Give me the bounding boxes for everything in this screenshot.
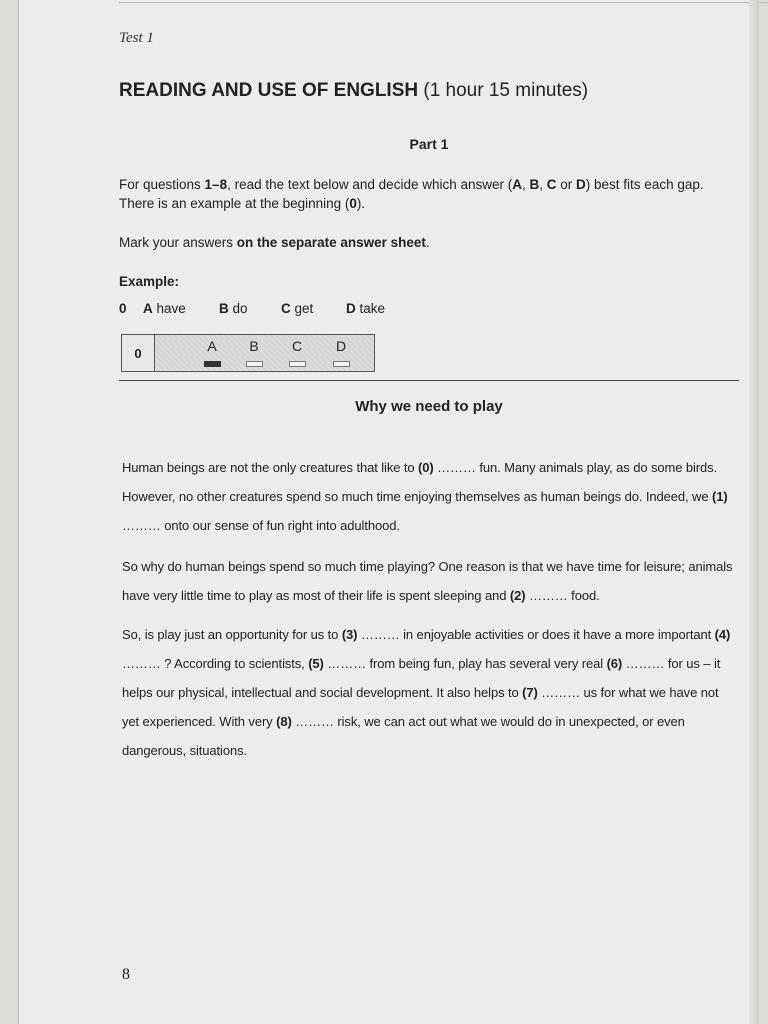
bold-text: A [512, 177, 522, 192]
text: . [425, 235, 430, 250]
text: Mark your answers [119, 235, 237, 250]
gap-number: (3) [341, 627, 358, 642]
bold-text: B [529, 177, 540, 192]
part-heading: Part 1 [409, 136, 449, 152]
answer-option-letter: B [249, 338, 259, 354]
text: , read the text below and decide which answer ( [227, 177, 513, 192]
text: ……… us for what we have not yet experienced. With very [122, 685, 719, 729]
answer-option-c[interactable] [282, 338, 312, 370]
text: , [539, 177, 547, 192]
answer-option-b[interactable] [239, 338, 269, 370]
example-option-c [281, 301, 346, 316]
text: ……… in enjoyable activities or does it have a more important [357, 627, 715, 642]
text: ) best fits each gap. There is an example at the beginning ( [119, 177, 704, 211]
option-letter: A [143, 301, 153, 316]
text: ……… from being fun, play has several very real [323, 656, 607, 671]
bold-text: D [576, 177, 586, 192]
answer-option-letter: D [335, 338, 347, 354]
option-word: take [359, 301, 386, 316]
gap-number: (4) [714, 627, 731, 642]
answer-option-letter: C [291, 338, 303, 354]
text: So why do human beings spend so much time playing? One reason is that we have time for leisure; animals have very little time to play as most of their life is spent sleeping and [122, 559, 733, 603]
section-title [119, 80, 588, 102]
text: ……… ? According to scientists, [122, 656, 309, 671]
page [18, 0, 759, 1024]
gap-number: (1) [712, 489, 728, 504]
example-number: 0 [119, 301, 127, 316]
answer-option-letter: A [207, 338, 217, 354]
text: ……… fun. Many animals play, as do some birds. However, no other creatures spend so much time enjoying themselves as human beings do. Indeed, we [122, 460, 718, 504]
gap-number: (7) [522, 685, 538, 700]
option-word: have [156, 301, 186, 316]
section-rule [119, 380, 739, 381]
page-edge [749, 0, 759, 1024]
option-letter: C [281, 301, 291, 316]
example-option-b [219, 301, 281, 316]
section-title-duration: (1 hour 15 minutes) [423, 80, 589, 101]
text: ……… for us – it helps our physical, intellectual and social development. It also helps to [122, 656, 721, 700]
text: ……… risk, we can act out what we would do in unexpected, or even dangerous, situations. [122, 714, 685, 758]
bold-text: on the separate answer sheet [236, 235, 426, 250]
answer-box-number: 0 [122, 335, 155, 371]
instructions-paragraph [119, 175, 741, 213]
gap-number: (5) [308, 656, 324, 671]
answer-bubble[interactable] [333, 361, 350, 367]
example-label: Example: [119, 274, 180, 289]
example-option-a [143, 301, 219, 316]
text: So, is play just an opportunity for us to [122, 627, 342, 642]
text: or [556, 177, 577, 192]
gap-number: (2) [509, 588, 526, 603]
answer-bubble-filled[interactable] [204, 361, 221, 367]
gap-number: (8) [276, 714, 292, 729]
answer-bubble[interactable] [246, 361, 263, 367]
option-word: do [232, 301, 248, 316]
answer-bubble[interactable] [289, 361, 306, 367]
bold-text: 1–8 [204, 177, 228, 192]
text: , [522, 177, 530, 192]
answer-box-options [155, 335, 374, 371]
passage-paragraph-2 [122, 552, 739, 610]
section-title-main: READING AND USE OF ENGLISH [119, 80, 419, 101]
text: ). [356, 196, 366, 211]
gap-number: (0) [418, 460, 434, 475]
option-letter: B [219, 301, 229, 316]
gap-number: (6) [606, 656, 623, 671]
option-letter: D [346, 301, 356, 316]
text: ……… food. [525, 588, 600, 603]
example-options [119, 301, 385, 316]
passage-title: Why we need to play [355, 398, 503, 415]
text: Human beings are not the only creatures that like to [122, 460, 419, 475]
answer-option-a[interactable] [197, 338, 227, 370]
running-head: Test 1 [119, 30, 154, 46]
text: ……… onto our sense of fun right into adulthood. [122, 518, 400, 533]
answer-option-d[interactable] [326, 338, 356, 370]
text: For questions [119, 177, 205, 192]
top-divider [119, 2, 768, 3]
passage-paragraph-1 [122, 453, 739, 540]
page-number: 8 [122, 966, 130, 983]
answer-sheet-instruction [119, 233, 741, 252]
bold-text: 0 [349, 196, 357, 211]
example-option-d [346, 301, 385, 316]
passage-paragraph-3 [122, 620, 739, 765]
option-word: get [294, 301, 314, 316]
example-answer-box [121, 334, 375, 372]
bold-text: C [546, 177, 557, 192]
